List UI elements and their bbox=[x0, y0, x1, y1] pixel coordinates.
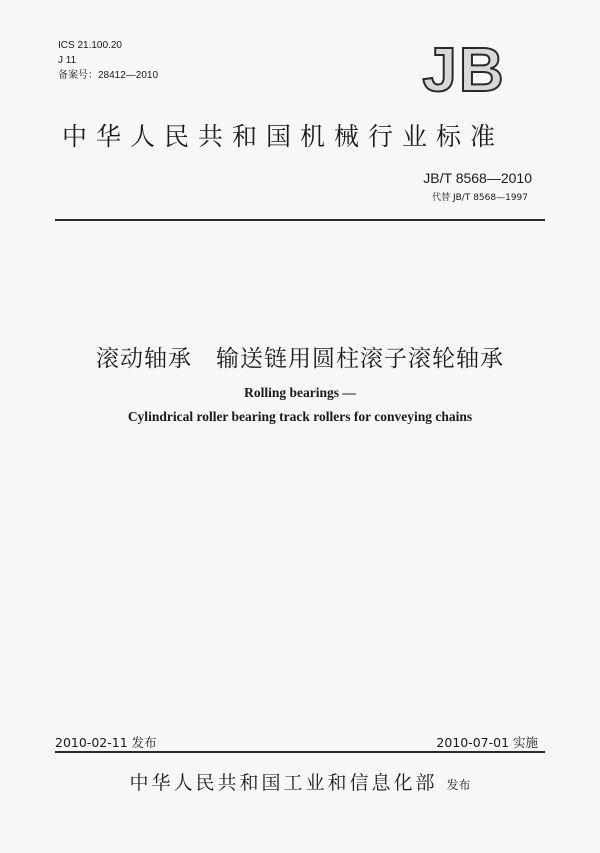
jb-logo: JB bbox=[422, 36, 506, 105]
classification-block bbox=[58, 38, 158, 83]
issue-date: 2010-02-11 发布 bbox=[55, 735, 157, 750]
english-title-line-1: Rolling bearings — bbox=[244, 385, 356, 400]
footer-divider bbox=[55, 751, 545, 753]
implementation-date: 2010-07-01 实施 bbox=[436, 735, 538, 750]
class-code: J 11 bbox=[58, 55, 77, 66]
record-number: 备案号：28412—2010 bbox=[58, 70, 159, 81]
replaces-standard: 代替 JB/T 8568—1997 bbox=[432, 193, 528, 203]
publisher-line bbox=[0, 768, 600, 795]
publisher-name: 中华人民共和国工业和信息化部 bbox=[129, 772, 438, 794]
english-title-line-2: Cylindrical roller bearing track rollers for conveying chains bbox=[127, 409, 473, 424]
standard-number: JB/T 8568—2010 bbox=[423, 170, 532, 186]
header-divider bbox=[55, 219, 545, 221]
chinese-title: 滚动轴承 输送链用圆柱滚子滚轮轴承 bbox=[96, 346, 504, 372]
publisher-action: 发布 bbox=[446, 778, 471, 792]
organization-title: 中华人民共和国机械行业标准 bbox=[62, 122, 505, 151]
ics-code: ICS 21.100.20 bbox=[58, 40, 122, 51]
